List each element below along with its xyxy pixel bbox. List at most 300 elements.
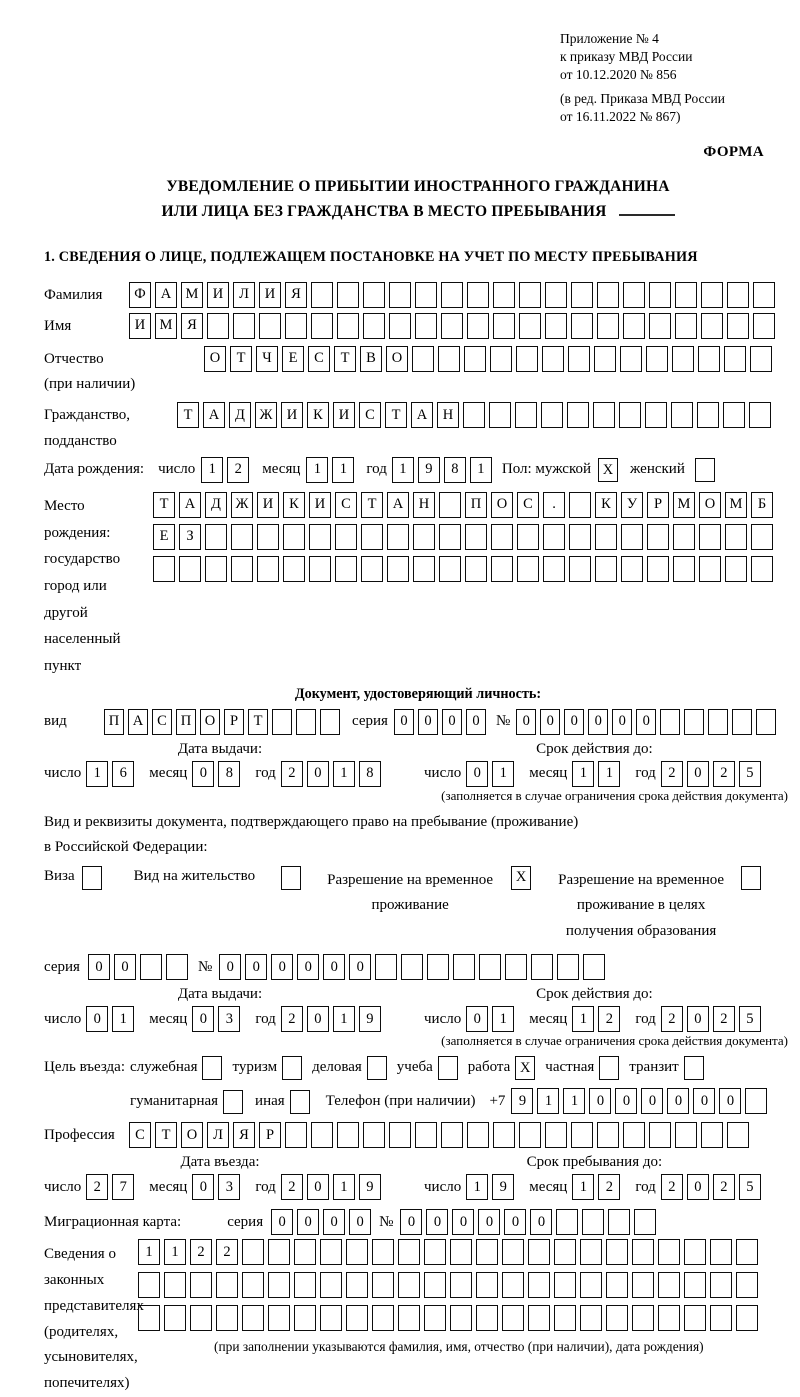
form-cell[interactable] xyxy=(268,1239,290,1265)
form-cell[interactable] xyxy=(398,1239,420,1265)
form-cell[interactable] xyxy=(675,1122,697,1148)
form-cell[interactable] xyxy=(375,954,397,980)
form-cell[interactable] xyxy=(346,1272,368,1298)
form-cell[interactable] xyxy=(736,1272,758,1298)
purpose-study-checkbox[interactable] xyxy=(438,1056,458,1080)
form-cell[interactable]: Н xyxy=(437,402,459,428)
form-cell[interactable] xyxy=(701,282,723,308)
form-cell[interactable]: А xyxy=(411,402,433,428)
form-cell[interactable] xyxy=(337,282,359,308)
form-cell[interactable] xyxy=(493,313,515,339)
purpose-commercial-checkbox[interactable] xyxy=(367,1056,387,1080)
form-cell[interactable]: 2 xyxy=(216,1239,238,1265)
form-cell[interactable] xyxy=(569,524,591,550)
form-cell[interactable] xyxy=(231,556,253,582)
visa-checkbox[interactable] xyxy=(82,866,102,890)
form-cell[interactable] xyxy=(516,346,538,372)
form-cell[interactable]: 0 xyxy=(641,1088,663,1114)
form-cell[interactable]: 0 xyxy=(86,1006,108,1032)
form-cell[interactable] xyxy=(632,1272,654,1298)
form-cell[interactable] xyxy=(756,709,776,735)
form-cell[interactable] xyxy=(363,282,385,308)
form-cell[interactable] xyxy=(528,1239,550,1265)
form-cell[interactable]: 0 xyxy=(687,1006,709,1032)
form-cell[interactable]: 0 xyxy=(323,954,345,980)
form-cell[interactable] xyxy=(476,1272,498,1298)
form-cell[interactable]: 0 xyxy=(687,761,709,787)
form-cell[interactable]: 0 xyxy=(245,954,267,980)
form-cell[interactable]: Р xyxy=(259,1122,281,1148)
form-cell[interactable]: 9 xyxy=(418,457,440,483)
form-cell[interactable] xyxy=(595,556,617,582)
form-cell[interactable] xyxy=(424,1305,446,1331)
form-cell[interactable] xyxy=(415,282,437,308)
form-cell[interactable]: Д xyxy=(205,492,227,518)
form-cell[interactable]: 0 xyxy=(615,1088,637,1114)
form-cell[interactable]: 0 xyxy=(271,954,293,980)
sex-male-checkbox[interactable]: X xyxy=(598,458,618,482)
form-cell[interactable]: 0 xyxy=(466,1006,488,1032)
form-cell[interactable] xyxy=(320,1272,342,1298)
form-cell[interactable] xyxy=(606,1272,628,1298)
form-cell[interactable] xyxy=(439,556,461,582)
form-cell[interactable] xyxy=(725,524,747,550)
form-cell[interactable]: 1 xyxy=(333,761,355,787)
form-cell[interactable]: А xyxy=(128,709,148,735)
form-cell[interactable] xyxy=(750,346,772,372)
form-cell[interactable] xyxy=(363,313,385,339)
form-cell[interactable] xyxy=(242,1305,264,1331)
form-cell[interactable]: 0 xyxy=(271,1209,293,1235)
form-cell[interactable]: 8 xyxy=(218,761,240,787)
form-cell[interactable] xyxy=(727,1122,749,1148)
form-cell[interactable] xyxy=(268,1305,290,1331)
form-cell[interactable] xyxy=(412,346,434,372)
form-cell[interactable] xyxy=(439,524,461,550)
form-cell[interactable]: Ч xyxy=(256,346,278,372)
form-cell[interactable] xyxy=(401,954,423,980)
form-cell[interactable]: 2 xyxy=(86,1174,108,1200)
form-cell[interactable]: М xyxy=(673,492,695,518)
form-cell[interactable] xyxy=(268,1272,290,1298)
form-cell[interactable]: С xyxy=(335,492,357,518)
form-cell[interactable] xyxy=(464,346,486,372)
form-cell[interactable] xyxy=(205,524,227,550)
form-cell[interactable] xyxy=(493,282,515,308)
form-cell[interactable] xyxy=(296,709,316,735)
form-cell[interactable] xyxy=(372,1305,394,1331)
form-cell[interactable] xyxy=(569,556,591,582)
form-cell[interactable] xyxy=(164,1305,186,1331)
form-cell[interactable]: 2 xyxy=(190,1239,212,1265)
form-cell[interactable]: 0 xyxy=(466,761,488,787)
form-cell[interactable] xyxy=(593,402,615,428)
form-cell[interactable]: Т xyxy=(248,709,268,735)
form-cell[interactable] xyxy=(285,1122,307,1148)
form-cell[interactable]: 9 xyxy=(511,1088,533,1114)
form-cell[interactable] xyxy=(285,313,307,339)
form-cell[interactable] xyxy=(450,1305,472,1331)
form-cell[interactable]: 0 xyxy=(192,1006,214,1032)
form-cell[interactable] xyxy=(649,313,671,339)
form-cell[interactable]: П xyxy=(465,492,487,518)
form-cell[interactable] xyxy=(684,1272,706,1298)
form-cell[interactable] xyxy=(311,1122,333,1148)
form-cell[interactable] xyxy=(672,346,694,372)
purpose-private-checkbox[interactable] xyxy=(599,1056,619,1080)
form-cell[interactable] xyxy=(257,524,279,550)
form-cell[interactable]: 2 xyxy=(281,1174,303,1200)
form-cell[interactable] xyxy=(658,1305,680,1331)
form-cell[interactable] xyxy=(467,1122,489,1148)
form-cell[interactable] xyxy=(233,313,255,339)
form-cell[interactable] xyxy=(684,709,704,735)
form-cell[interactable]: Д xyxy=(229,402,251,428)
form-cell[interactable] xyxy=(337,313,359,339)
form-cell[interactable]: И xyxy=(257,492,279,518)
form-cell[interactable] xyxy=(505,954,527,980)
form-cell[interactable] xyxy=(557,954,579,980)
form-cell[interactable]: Р xyxy=(224,709,244,735)
form-cell[interactable] xyxy=(545,282,567,308)
form-cell[interactable]: 0 xyxy=(297,1209,319,1235)
form-cell[interactable]: 0 xyxy=(192,761,214,787)
form-cell[interactable]: 1 xyxy=(138,1239,160,1265)
form-cell[interactable] xyxy=(619,402,641,428)
form-cell[interactable]: 0 xyxy=(636,709,656,735)
form-cell[interactable] xyxy=(595,524,617,550)
form-cell[interactable] xyxy=(649,1122,671,1148)
form-cell[interactable]: 0 xyxy=(219,954,241,980)
form-cell[interactable]: Т xyxy=(334,346,356,372)
form-cell[interactable] xyxy=(242,1272,264,1298)
form-cell[interactable] xyxy=(361,524,383,550)
form-cell[interactable]: 7 xyxy=(112,1174,134,1200)
form-cell[interactable] xyxy=(467,282,489,308)
form-cell[interactable]: 0 xyxy=(687,1174,709,1200)
form-cell[interactable]: В xyxy=(360,346,382,372)
form-cell[interactable] xyxy=(736,1239,758,1265)
form-cell[interactable]: И xyxy=(281,402,303,428)
purpose-humanitarian-checkbox[interactable] xyxy=(223,1090,243,1114)
form-cell[interactable]: 0 xyxy=(540,709,560,735)
form-cell[interactable] xyxy=(190,1272,212,1298)
form-cell[interactable]: 0 xyxy=(114,954,136,980)
form-cell[interactable] xyxy=(441,1122,463,1148)
form-cell[interactable]: 5 xyxy=(739,1006,761,1032)
form-cell[interactable] xyxy=(517,556,539,582)
form-cell[interactable] xyxy=(675,282,697,308)
form-cell[interactable]: О xyxy=(181,1122,203,1148)
form-cell[interactable] xyxy=(545,1122,567,1148)
form-cell[interactable] xyxy=(571,1122,593,1148)
form-cell[interactable]: 9 xyxy=(359,1006,381,1032)
form-cell[interactable]: О xyxy=(386,346,408,372)
form-cell[interactable] xyxy=(701,313,723,339)
form-cell[interactable]: 0 xyxy=(323,1209,345,1235)
form-cell[interactable] xyxy=(320,1305,342,1331)
form-cell[interactable] xyxy=(623,313,645,339)
form-cell[interactable]: Я xyxy=(181,313,203,339)
form-cell[interactable]: П xyxy=(104,709,124,735)
form-cell[interactable] xyxy=(594,346,616,372)
form-cell[interactable]: О xyxy=(204,346,226,372)
form-cell[interactable]: А xyxy=(203,402,225,428)
form-cell[interactable]: 5 xyxy=(739,761,761,787)
form-cell[interactable] xyxy=(727,313,749,339)
form-cell[interactable]: У xyxy=(621,492,643,518)
form-cell[interactable] xyxy=(608,1209,630,1235)
form-cell[interactable] xyxy=(387,556,409,582)
form-cell[interactable] xyxy=(489,402,511,428)
form-cell[interactable]: 9 xyxy=(359,1174,381,1200)
form-cell[interactable] xyxy=(675,313,697,339)
form-cell[interactable] xyxy=(723,402,745,428)
form-cell[interactable] xyxy=(543,556,565,582)
form-cell[interactable] xyxy=(476,1239,498,1265)
form-cell[interactable] xyxy=(582,1209,604,1235)
edu-residence-permit-checkbox[interactable] xyxy=(741,866,761,890)
form-cell[interactable] xyxy=(519,282,541,308)
form-cell[interactable] xyxy=(415,313,437,339)
form-cell[interactable]: И xyxy=(207,282,229,308)
form-cell[interactable] xyxy=(658,1239,680,1265)
form-cell[interactable]: 6 xyxy=(112,761,134,787)
form-cell[interactable] xyxy=(597,313,619,339)
form-cell[interactable]: 0 xyxy=(504,1209,526,1235)
form-cell[interactable] xyxy=(632,1239,654,1265)
form-cell[interactable] xyxy=(749,402,771,428)
form-cell[interactable]: 2 xyxy=(281,761,303,787)
form-cell[interactable]: Т xyxy=(230,346,252,372)
form-cell[interactable]: 0 xyxy=(588,709,608,735)
form-cell[interactable] xyxy=(699,556,721,582)
form-cell[interactable] xyxy=(580,1239,602,1265)
form-cell[interactable]: 2 xyxy=(661,761,683,787)
form-cell[interactable] xyxy=(337,1122,359,1148)
form-cell[interactable]: 0 xyxy=(478,1209,500,1235)
form-cell[interactable] xyxy=(646,346,668,372)
temp-residence-permit-checkbox[interactable]: X xyxy=(511,866,531,890)
form-cell[interactable]: З xyxy=(179,524,201,550)
form-cell[interactable] xyxy=(231,524,253,550)
form-cell[interactable]: 1 xyxy=(112,1006,134,1032)
form-cell[interactable]: 1 xyxy=(332,457,354,483)
form-cell[interactable] xyxy=(138,1305,160,1331)
form-cell[interactable]: С xyxy=(359,402,381,428)
form-cell[interactable] xyxy=(724,346,746,372)
form-cell[interactable] xyxy=(528,1305,550,1331)
form-cell[interactable]: 1 xyxy=(201,457,223,483)
form-cell[interactable]: 1 xyxy=(492,1006,514,1032)
form-cell[interactable] xyxy=(283,556,305,582)
form-cell[interactable] xyxy=(257,556,279,582)
form-cell[interactable] xyxy=(138,1272,160,1298)
form-cell[interactable]: О xyxy=(491,492,513,518)
form-cell[interactable]: 2 xyxy=(227,457,249,483)
form-cell[interactable]: 0 xyxy=(452,1209,474,1235)
form-cell[interactable] xyxy=(413,524,435,550)
form-cell[interactable] xyxy=(502,1239,524,1265)
form-cell[interactable] xyxy=(259,313,281,339)
form-cell[interactable] xyxy=(320,709,340,735)
form-cell[interactable] xyxy=(427,954,449,980)
form-cell[interactable] xyxy=(660,709,680,735)
form-cell[interactable]: 2 xyxy=(713,1006,735,1032)
form-cell[interactable] xyxy=(708,709,728,735)
form-cell[interactable] xyxy=(671,402,693,428)
form-cell[interactable] xyxy=(736,1305,758,1331)
form-cell[interactable] xyxy=(567,402,589,428)
form-cell[interactable] xyxy=(389,1122,411,1148)
form-cell[interactable]: 1 xyxy=(470,457,492,483)
form-cell[interactable] xyxy=(621,524,643,550)
form-cell[interactable] xyxy=(684,1239,706,1265)
form-cell[interactable] xyxy=(583,954,605,980)
sex-female-checkbox[interactable] xyxy=(695,458,715,482)
purpose-business-checkbox[interactable] xyxy=(202,1056,222,1080)
form-cell[interactable] xyxy=(450,1239,472,1265)
form-cell[interactable]: 1 xyxy=(333,1006,355,1032)
form-cell[interactable]: 0 xyxy=(564,709,584,735)
form-cell[interactable] xyxy=(476,1305,498,1331)
form-cell[interactable] xyxy=(398,1305,420,1331)
form-cell[interactable]: 0 xyxy=(516,709,536,735)
form-cell[interactable] xyxy=(645,402,667,428)
form-cell[interactable]: 8 xyxy=(444,457,466,483)
form-cell[interactable] xyxy=(502,1305,524,1331)
purpose-other-checkbox[interactable] xyxy=(290,1090,310,1114)
form-cell[interactable]: 0 xyxy=(307,761,329,787)
form-cell[interactable] xyxy=(531,954,553,980)
form-cell[interactable] xyxy=(673,524,695,550)
form-cell[interactable] xyxy=(554,1239,576,1265)
form-cell[interactable]: М xyxy=(725,492,747,518)
form-cell[interactable]: 0 xyxy=(297,954,319,980)
form-cell[interactable] xyxy=(424,1239,446,1265)
form-cell[interactable] xyxy=(697,402,719,428)
form-cell[interactable] xyxy=(554,1272,576,1298)
form-cell[interactable]: 0 xyxy=(349,1209,371,1235)
form-cell[interactable] xyxy=(439,492,461,518)
form-cell[interactable] xyxy=(569,492,591,518)
form-cell[interactable] xyxy=(166,954,188,980)
form-cell[interactable]: 0 xyxy=(192,1174,214,1200)
form-cell[interactable]: 8 xyxy=(359,761,381,787)
form-cell[interactable]: 0 xyxy=(667,1088,689,1114)
form-cell[interactable] xyxy=(647,556,669,582)
form-cell[interactable] xyxy=(164,1272,186,1298)
form-cell[interactable] xyxy=(465,556,487,582)
form-cell[interactable] xyxy=(216,1272,238,1298)
form-cell[interactable]: И xyxy=(309,492,331,518)
form-cell[interactable] xyxy=(441,313,463,339)
form-cell[interactable] xyxy=(647,524,669,550)
form-cell[interactable] xyxy=(479,954,501,980)
form-cell[interactable] xyxy=(543,524,565,550)
form-cell[interactable] xyxy=(311,282,333,308)
form-cell[interactable] xyxy=(623,282,645,308)
form-cell[interactable]: 0 xyxy=(589,1088,611,1114)
form-cell[interactable] xyxy=(346,1305,368,1331)
form-cell[interactable]: К xyxy=(307,402,329,428)
form-cell[interactable]: Н xyxy=(413,492,435,518)
form-cell[interactable]: Б xyxy=(751,492,773,518)
form-cell[interactable] xyxy=(242,1239,264,1265)
form-cell[interactable] xyxy=(606,1239,628,1265)
form-cell[interactable]: 0 xyxy=(466,709,486,735)
form-cell[interactable] xyxy=(649,282,671,308)
form-cell[interactable]: Л xyxy=(233,282,255,308)
form-cell[interactable]: 1 xyxy=(572,761,594,787)
form-cell[interactable]: К xyxy=(595,492,617,518)
form-cell[interactable]: 0 xyxy=(719,1088,741,1114)
form-cell[interactable]: 1 xyxy=(333,1174,355,1200)
form-cell[interactable]: 0 xyxy=(693,1088,715,1114)
form-cell[interactable] xyxy=(732,709,752,735)
form-cell[interactable] xyxy=(363,1122,385,1148)
form-cell[interactable] xyxy=(568,346,590,372)
form-cell[interactable]: И xyxy=(129,313,151,339)
form-cell[interactable]: Ж xyxy=(231,492,253,518)
form-cell[interactable]: 2 xyxy=(713,1174,735,1200)
form-cell[interactable] xyxy=(491,556,513,582)
form-cell[interactable] xyxy=(571,313,593,339)
form-cell[interactable]: Е xyxy=(153,524,175,550)
form-cell[interactable]: 2 xyxy=(281,1006,303,1032)
form-cell[interactable] xyxy=(294,1239,316,1265)
form-cell[interactable] xyxy=(554,1305,576,1331)
form-cell[interactable]: 3 xyxy=(218,1006,240,1032)
form-cell[interactable]: О xyxy=(699,492,721,518)
form-cell[interactable] xyxy=(542,346,564,372)
form-cell[interactable] xyxy=(153,556,175,582)
form-cell[interactable] xyxy=(519,1122,541,1148)
form-cell[interactable]: 0 xyxy=(612,709,632,735)
form-cell[interactable]: 0 xyxy=(307,1006,329,1032)
form-cell[interactable]: 2 xyxy=(598,1006,620,1032)
form-cell[interactable]: 1 xyxy=(492,761,514,787)
form-cell[interactable]: 0 xyxy=(530,1209,552,1235)
form-cell[interactable] xyxy=(389,313,411,339)
purpose-work-checkbox[interactable]: X xyxy=(515,1056,535,1080)
form-cell[interactable]: Л xyxy=(207,1122,229,1148)
form-cell[interactable]: 1 xyxy=(598,761,620,787)
form-cell[interactable]: М xyxy=(181,282,203,308)
form-cell[interactable] xyxy=(309,556,331,582)
form-cell[interactable]: 0 xyxy=(349,954,371,980)
form-cell[interactable] xyxy=(361,556,383,582)
form-cell[interactable] xyxy=(294,1272,316,1298)
form-cell[interactable] xyxy=(140,954,162,980)
form-cell[interactable]: Т xyxy=(155,1122,177,1148)
form-cell[interactable] xyxy=(415,1122,437,1148)
form-cell[interactable]: 0 xyxy=(418,709,438,735)
form-cell[interactable]: 0 xyxy=(400,1209,422,1235)
form-cell[interactable] xyxy=(335,556,357,582)
form-cell[interactable] xyxy=(216,1305,238,1331)
form-cell[interactable]: Ж xyxy=(255,402,277,428)
form-cell[interactable] xyxy=(205,556,227,582)
form-cell[interactable]: 0 xyxy=(307,1174,329,1200)
form-cell[interactable]: 9 xyxy=(492,1174,514,1200)
form-cell[interactable] xyxy=(491,524,513,550)
form-cell[interactable]: Т xyxy=(385,402,407,428)
form-cell[interactable]: Я xyxy=(233,1122,255,1148)
form-cell[interactable]: С xyxy=(152,709,172,735)
form-cell[interactable] xyxy=(389,282,411,308)
form-cell[interactable]: А xyxy=(179,492,201,518)
